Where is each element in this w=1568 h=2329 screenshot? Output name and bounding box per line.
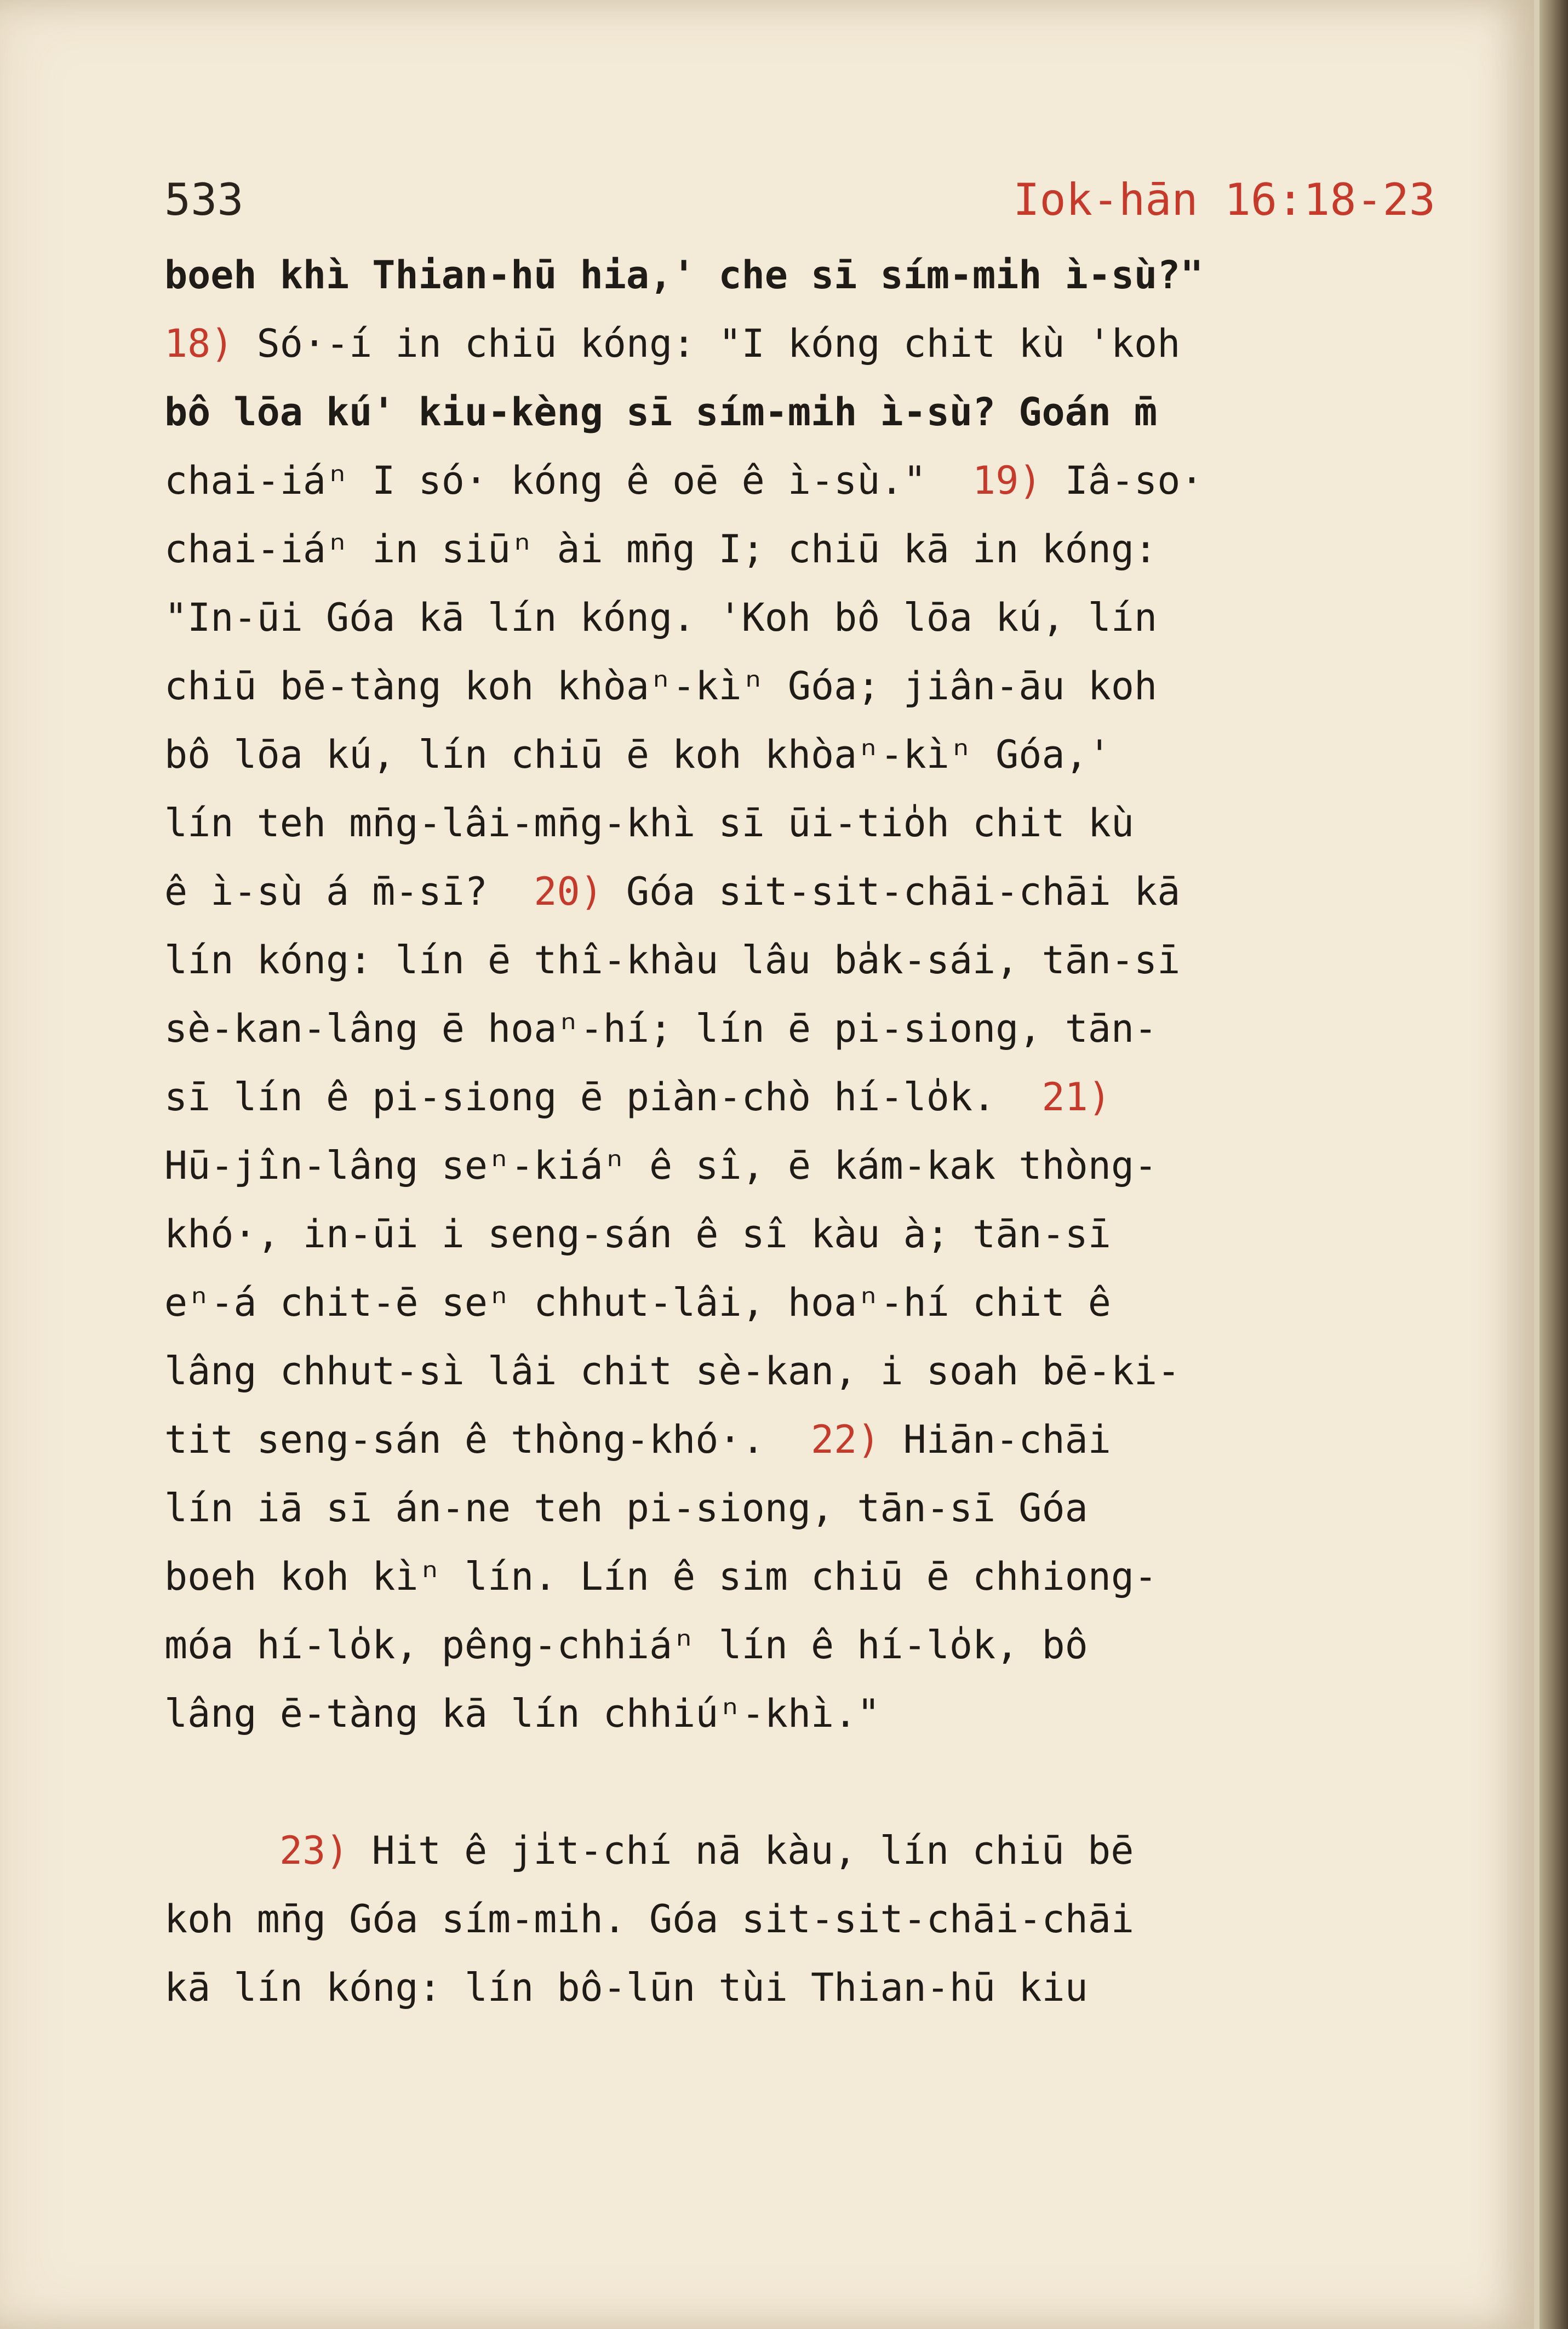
text-segment: tit seng-sán ê thòng-khó·. [164,1417,765,1462]
text-line [164,1817,1424,1885]
text-line: Hū-jîn-lâng seⁿ-kiáⁿ ê sî, ē kám-kak thòng- [164,1143,1158,1188]
book-page-edge [1540,0,1568,2329]
text-line: bô lōa kú, lín chiū ē koh khòaⁿ-kìⁿ Góa,' [164,732,1111,777]
text-line [164,447,1424,515]
text-segment: Hit ê ji̍t-chí nā kàu, lín chiū bē [371,1828,1134,1873]
text-segment: Hiān-chāi [903,1417,1111,1462]
text-segment: Góa sit-sit-chāi-chāi kā [626,869,1181,914]
verse-number: 22) [811,1417,880,1462]
text-line: sè-kan-lâng ē hoaⁿ-hí; lín ē pi-siong, tān- [164,1006,1158,1051]
text-line: "In-ūi Góa kā lín kóng. 'Koh bô lōa kú, lín [164,595,1158,640]
text-segment: chai-iáⁿ I só· kóng ê oē ê ì-sù." [164,458,926,503]
text-line: koh mn̄g Góa sím-mih. Góa sit-sit-chāi-chāi [164,1897,1135,1942]
text-line: boeh khì Thian-hū hia,' che sī sím-mih ì-sù?" [164,253,1204,298]
text-segment: ê ì-sù á m̄-sī? [164,869,488,914]
verse-number: 23) [279,1828,349,1873]
text-line: eⁿ-á chit-ē seⁿ chhut-lâi, hoaⁿ-hí chit ê [164,1280,1111,1325]
text-line: chai-iáⁿ in siūⁿ ài mn̄g I; chiū kā in kóng: [164,527,1158,572]
running-head: Iok-hān 16:18-23 [1013,174,1435,225]
text-line: lín iā sī án-ne teh pi-siong, tān-sī Góa [164,1486,1088,1531]
text-line [164,310,1424,378]
page-header [164,164,1435,236]
text-segment: sī lín ê pi-siong ē piàn-chò hí-lo̍k. [164,1075,996,1120]
verse-number: 18) [164,321,234,366]
text-line: móa hí-lo̍k, pêng-chhiáⁿ lín ê hí-lo̍k, bô [164,1623,1088,1668]
text-line [164,1063,1424,1132]
text-line [164,1406,1424,1474]
body-text [164,241,1424,2022]
text-line: khó·, in-ūi i seng-sán ê sî kàu à; tān-sī [164,1212,1111,1257]
page-number: 533 [164,174,244,225]
text-line: boeh koh kìⁿ lín. Lín ê sim chiū ē chhiong- [164,1554,1158,1599]
verse-number: 21) [1041,1075,1111,1120]
text-line: lâng chhut-sì lâi chit sè-kan, i soah bē-ki- [164,1349,1181,1394]
text-line: bô lōa kú' kiu-kèng sī sím-mih ì-sù? Goán m̄ [164,390,1158,435]
verse-number: 19) [972,458,1042,503]
text-line: lín teh mn̄g-lâi-mn̄g-khì sī ūi-tio̍h chit kù [164,801,1135,846]
text-line: lín kóng: lín ē thî-khàu lâu ba̍k-sái, tān-sī [164,938,1181,983]
text-line: kā lín kóng: lín bô-lūn tùi Thian-hū kiu [164,1965,1088,2010]
text-line: chiū bē-tàng koh khòaⁿ-kìⁿ Góa; jiân-āu koh [164,664,1158,709]
text-segment: Iâ-so· [1065,458,1204,503]
text-segment: Só·-í in chiū kóng: "I kóng chit kù 'koh [256,321,1181,366]
text-line: lâng ē-tàng kā lín chhiúⁿ-khì." [164,1691,880,1736]
paragraph-break [164,1748,1424,1817]
verse-number: 20) [534,869,603,914]
text-line [164,858,1424,926]
